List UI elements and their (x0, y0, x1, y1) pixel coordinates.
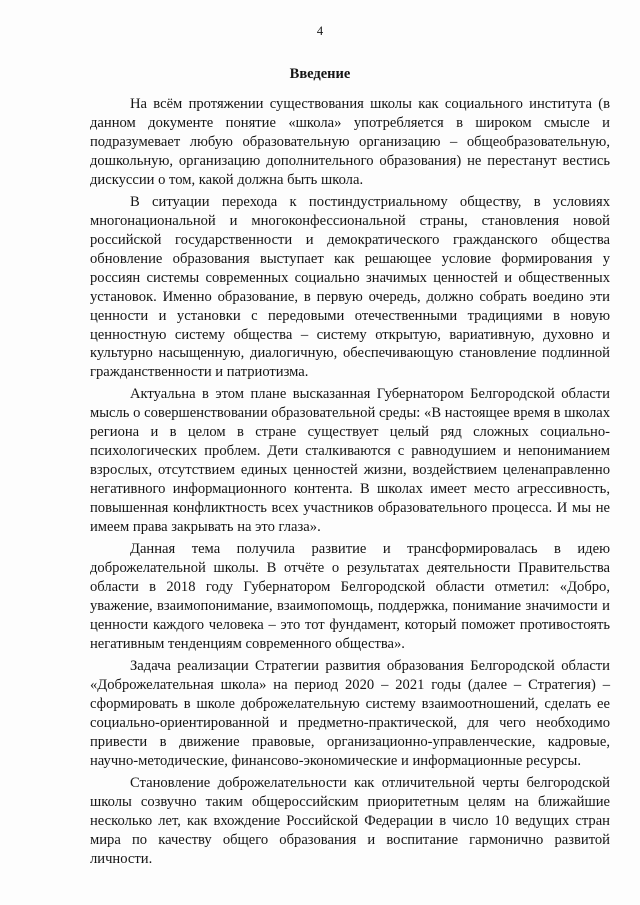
paragraph-governor-quote: Актуальна в этом плане высказанная Губернатором Белгородской области мысль о совершенствовании образовательной среды: «В настоящее время в школах региона и в целом в стране существует целый ряд сложных социально-психологических проблем. Дети сталкиваются с равнодушием и непониманием взрослых, отсутствием единых ценностей жизни, воздействием целенаправленно негативного информационного контента. В школах имеет место агрессивность, повышенная конфликтность всех участников образовательного процесса. И мы не имеем права закрывать на это глаза». (90, 386, 610, 536)
page-number: 4 (316, 24, 324, 38)
paragraph-school-debate: На всём протяжении существования школы как социального института (в данном документе понятие «школа» употребляется в широком смысле и подразумевает любую образовательную организацию – общеобразовательную, дошкольную, организацию дополнительного образования) не перестанут вестись дискуссии о том, какой должна быть школа. (90, 96, 610, 188)
document-body (90, 95, 610, 872)
paragraph-strategy-task: Задача реализации Стратегии развития образования Белгородской области «Доброжелательная школа» на период 2020 – 2021 годы (далее – Стратегия) – сформировать в школе доброжелательную систему взаимоотношений, сделать ее социально-ориентированной и предметно-практической, для чего необходимо привести в движение правовые, организационно-управленческие, кадровые, научно-методические, финансово-экономические и информационные ресурсы. (90, 658, 610, 769)
paragraph-education-renewal: В ситуации перехода к постиндустриальному обществу, в условиях многонациональной и многоконфессиональной страны, становления новой российской государственности и демократического гражданского общества обновление образования выступает как решающее условие формирования у россиян системы современных социально значимых ценностей и общественных установок. Именно образование, в первую очередь, должно собрать воедино эти ценности и установки с передовыми отечественными традициями в новую ценностную систему общества – систему открытую, вариативную, духовно и культурно насыщенную, диалогичную, обеспечивающую становление подлинной гражданственности и патриотизма. (90, 193, 610, 381)
paragraph-national-goals: Становление доброжелательности как отличительной черты белгородской школы созвучно таким общероссийским приоритетным целям на ближайшие несколько лет, как вхождение Российской Федерации в число 10 ведущих стран мира по качеству общего образования и воспитание гармонично развитой личности. (90, 774, 610, 867)
section-title: Введение (289, 66, 351, 82)
paragraph-benevolent-school: Данная тема получила развитие и трансформировалась в идею доброжелательной школы. В отчёте о результатах деятельности Правительства области в 2018 году Губернатором Белгородской области отметил: «Добро, уважение, взаимопонимание, взаимопомощь, поддержка, понимание значимости и ценности каждого человека – это тот фундамент, который поможет противостоять негативным тенденциям современного общества». (90, 541, 610, 652)
